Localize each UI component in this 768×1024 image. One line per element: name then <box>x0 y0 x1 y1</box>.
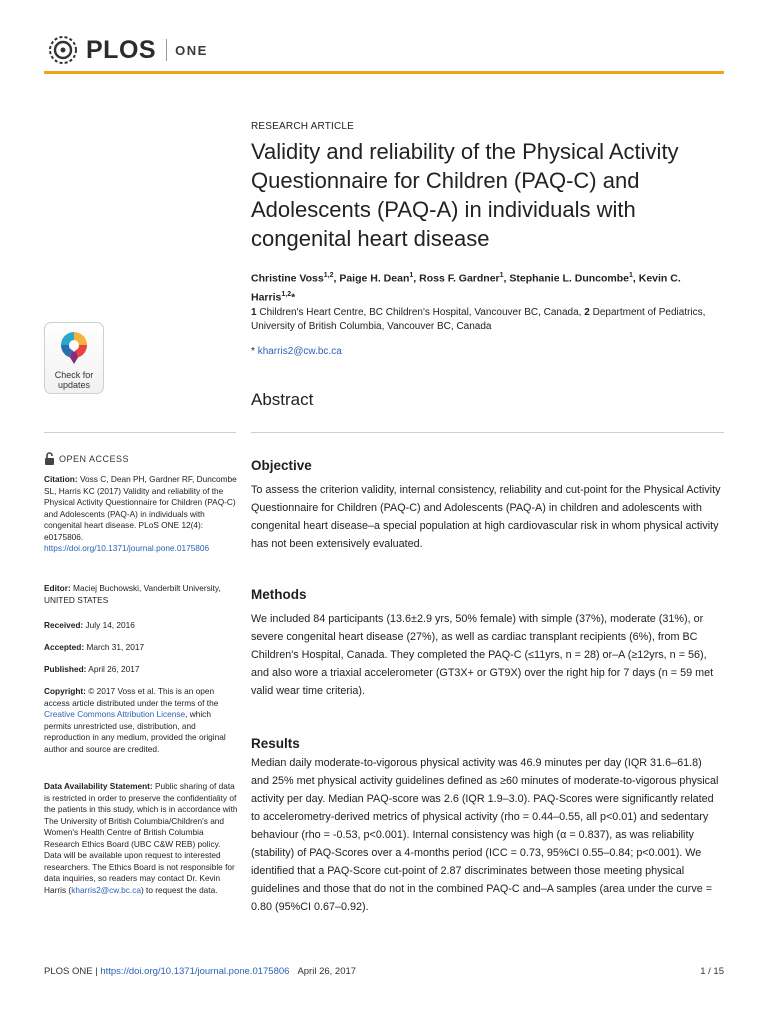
author-affiliation-marker: 1 <box>629 272 633 279</box>
header-rule <box>44 71 724 74</box>
affiliation-text: Department of Pediatrics, University of British Columbia, Vancouver BC, Canada <box>251 307 706 332</box>
received-date: Received: July 14, 2016 <box>44 620 135 630</box>
methods-text: We included 84 participants (13.6±2.9 yrs, 50% female) with simple (37%), moderate (31%), or severe congenital heart disease (27%), as well as cardiac transplant recipients (6%), from BC Children's Hospital, Canada. They completed the PAQ-C (≤11yrs, n = 28) or–A (≥12yrs, n = 56), and also wore a triaxial accelerometer (GT3X+ or GT9X) over the right hip for 7 days (n = 59 met valid wear time criteria). <box>251 613 714 697</box>
journal-logo <box>44 30 208 70</box>
objective-heading: Objective <box>251 458 312 473</box>
abstract-divider <box>251 432 724 433</box>
affiliations <box>251 306 721 334</box>
editor: Editor: Maciej Buchowski, Vanderbilt University, UNITED STATES <box>44 583 221 605</box>
data-email-link[interactable]: kharris2@cw.bc.ca <box>71 884 141 895</box>
copyright: Copyright: © 2017 Voss et al. This is an open access article distributed under the terms of the Creative Commons Attribution License, which permits unrestricted use, distribution, and reproduction in any medium, provided the original author and source are credited. <box>44 686 226 754</box>
author-affiliation-marker: 1 <box>499 272 504 279</box>
author-name: Kevin C. Harris <box>251 272 681 303</box>
author-list: Christine Voss$^{1,2}$, Paige H. Dean$^1$, Ross F. Gardner$^1$, Stephanie L. Duncombe$^1$, Kevin C. Harris$^{1,2}$* <box>251 272 681 303</box>
published-date: Published: April 26, 2017 <box>44 664 140 674</box>
email-link[interactable]: kharris2@cw.bc.ca <box>257 346 342 357</box>
check-for-updates-icon <box>57 328 91 368</box>
open-access-label: OPEN ACCESS <box>44 452 129 466</box>
article-title: Validity and reliability of the Physical Activity Questionnaire for Children (PAQ-C) and Adolescents (PAQ-A) in individuals with congenital heart disease <box>251 139 679 251</box>
page-number: 1 / 15 <box>700 966 724 977</box>
journal-brand: PLOS <box>86 35 157 64</box>
affiliation-number: 1 <box>251 307 257 318</box>
footer-journal: PLOS ONE | <box>44 966 98 977</box>
footer-doi-link[interactable]: https://doi.org/10.1371/journal.pone.0175806 <box>100 966 290 977</box>
author-name: Christine Voss <box>251 272 324 285</box>
sidebar-divider <box>44 432 236 433</box>
footer-date: April 26, 2017 <box>297 966 357 977</box>
logo-separator <box>166 39 167 61</box>
page-footer <box>44 966 356 977</box>
check-for-updates-badge[interactable] <box>44 322 104 394</box>
accepted-date: Accepted: March 31, 2017 <box>44 642 145 652</box>
author-name: Ross F. Gardner <box>419 272 500 285</box>
check-for-updates-label: Check for updates <box>54 370 94 390</box>
abstract-heading: Abstract <box>251 390 314 409</box>
citation-doi-link[interactable]: https://doi.org/10.1371/journal.pone.0175806 <box>44 543 210 553</box>
article-type: RESEARCH ARTICLE <box>251 121 355 132</box>
results-text: Median daily moderate-to-vigorous physical activity was 46.9 minutes per day (IQR 31.6–61.8) and 25% met physical activity guidelines defined as ≥60 minutes of moderate-to-vigorous physical activity per day. Median PAQ-score was 2.6 (IQR 1.9–3.0). PAQ-Scores were significantly related to accelerometry-derived metrics of physical activity (rho = 0.44–0.55, all p<0.01) and sedentary behaviour (rho = -0.53, p<0.001). Internal consistency was high (α = 0.837), as was reliability (stability) of PAQ-Scores over a 4-months period (ICC = 0.73, 95%CI 0.55–0.84; p<0.001). We identified that a PAQ-Score cut-point of 2.87 discriminates between those meeting physical guidelines and those that do not in the combined PAQ-C and–A samples (area under the curve = 0.80 (95%CI 0.67–0.92). <box>251 757 719 913</box>
citation: Citation: Voss C, Dean PH, Gardner RF, Duncombe SL, Harris KC (2017) Validity and reliability of the Physical Activity Questionnaire for Children (PAQ-C) and Adolescents (PAQ-A) in individuals with congenital heart disease. PLoS ONE 12(4): e0175806. https://doi.org/10.1371/journal.pone.0175806 <box>44 474 237 553</box>
author-name: Stephanie L. Duncombe <box>509 272 629 285</box>
open-lock-icon <box>44 452 55 466</box>
affiliation-number: 2 <box>584 307 590 318</box>
author-affiliation-marker: 1,2 <box>323 272 334 279</box>
plos-logo-icon <box>44 31 82 69</box>
results-heading: Results <box>251 736 300 751</box>
author-affiliation-marker: 1 <box>409 272 414 279</box>
methods-heading: Methods <box>251 587 307 602</box>
author-name: Paige H. Dean <box>339 272 410 285</box>
affiliation-text: Children's Heart Centre, BC Children's Hospital, Vancouver BC, Canada, <box>259 307 582 318</box>
journal-subbrand: ONE <box>175 42 208 58</box>
license-link[interactable]: Creative Commons Attribution License <box>44 709 186 719</box>
objective-text: To assess the criterion validity, internal consistency, reliability and cut-point for the Physical Activity Questionnaire for Children (PAQ-C) and Adolescents (PAQ-A) in children and adolescents with congenital heart disease–a special population at high cardiovascular risk in whom physical activity has not been extensively evaluated. <box>251 484 721 550</box>
data-availability: Data Availability Statement: Public sharing of data is restricted in order to preserve the confidentiality of the patients in this study, which is in accordance with The University of British Columbia/Children's and Women's Health Centre of British Columbia Research Ethics Board (UBC C&W REB) policy. Data will be available upon request to interested researchers. The Ethics Board is not responsible for data inquiries, so readers may contact Dr. Kevin Harris (kharris2@cw.bc.ca) to request the data. <box>44 781 238 895</box>
author-affiliation-marker: 1,2 <box>281 290 292 298</box>
corresponding-email: * kharris2@cw.bc.ca <box>251 346 342 357</box>
